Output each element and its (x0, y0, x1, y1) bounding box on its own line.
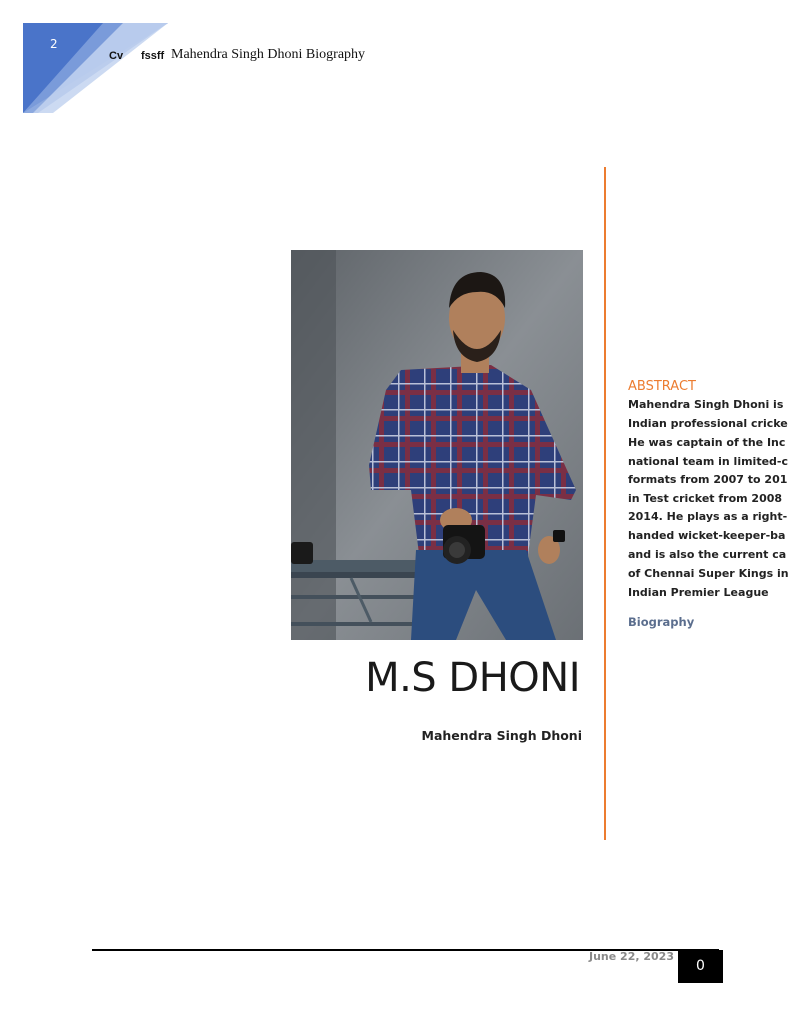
vertical-divider (604, 167, 606, 840)
abstract-line: handed wicket-keeper-ba (628, 529, 786, 542)
corner-decoration (23, 23, 168, 113)
abstract-line: and is also the current ca (628, 548, 787, 561)
cover-title: M.S DHONI (365, 655, 580, 701)
category-label: Biography (628, 615, 695, 629)
cover-photo (291, 250, 583, 640)
abstract-line: formats from 2007 to 201 (628, 473, 788, 486)
header-fssff-label: fssff (141, 50, 165, 62)
abstract-line: 2014. He plays as a right- (628, 510, 788, 523)
page-number: 2 (50, 37, 58, 51)
abstract-line: Mahendra Singh Dhoni is (628, 398, 784, 411)
abstract-line: of Chennai Super Kings in (628, 567, 789, 580)
footer-date: June 22, 2023 (589, 950, 674, 963)
abstract-heading: ABSTRACT (628, 379, 696, 394)
abstract-line: He was captain of the Inc (628, 436, 786, 449)
cover-subtitle: Mahendra Singh Dhoni (421, 728, 582, 743)
header-cv-label: Cv (109, 50, 124, 62)
abstract-line: national team in limited-c (628, 455, 789, 468)
abstract-line: Indian professional cricke (628, 417, 788, 430)
abstract-line: in Test cricket from 2008 (628, 492, 783, 505)
footer-page-box: 0 (678, 950, 723, 983)
header-title: Mahendra Singh Dhoni Biography (171, 47, 366, 62)
abstract-line: Indian Premier League (628, 586, 769, 599)
